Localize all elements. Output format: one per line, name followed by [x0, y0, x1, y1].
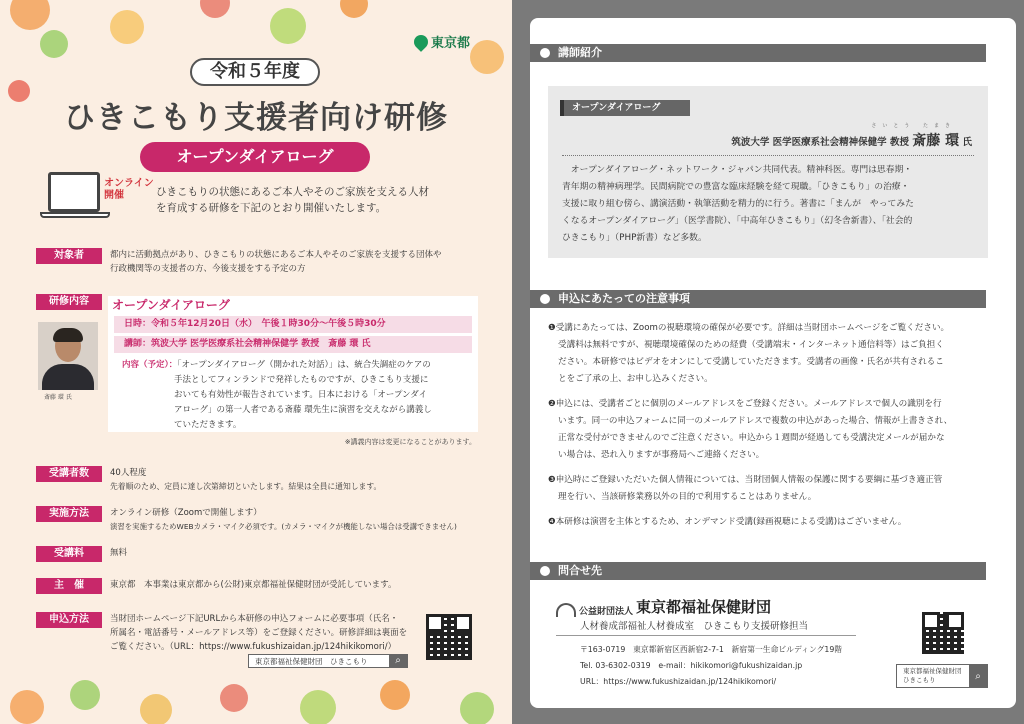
content-instructor: 講師：筑波大学 医学医療系社会精神保健学 教授 斎藤 環 氏 [114, 336, 472, 353]
laptop-icon [48, 172, 100, 212]
content-description [122, 358, 472, 433]
content-date: 日時：令和５年12月20日（水） 午後１時30分～午後５時30分 [114, 316, 472, 333]
search-box[interactable] [248, 654, 408, 668]
photo-caption: 斎藤 環 氏 [44, 394, 72, 401]
fee-value: 無料 [110, 548, 128, 558]
search-line: 東京都福祉保健財団 [903, 667, 962, 675]
leaf-decoration [140, 694, 172, 724]
apply-label: 申込方法 [36, 612, 102, 628]
leaf-decoration [220, 684, 248, 712]
capacity-value [110, 466, 381, 494]
notice-line: ❹本研修は演習を主体とするため、オンデマンド受講(録画視聴による受講)はございません。 [548, 517, 907, 527]
content-note: ※講義内容は変更になることがあります。 [344, 438, 476, 446]
description-line: ていただきます。 [174, 420, 242, 430]
leaf-decoration [300, 690, 336, 724]
notice-2 [548, 396, 986, 464]
section-contact: 問合せ先 [530, 562, 986, 580]
affiliation-text: 筑波大学 医学医療系社会精神保健学 教授 [731, 137, 909, 148]
notice-line: います。同一の申込フォームに同一のメールアドレスで複数の申込があった場合、情報が上書きされ、 [558, 416, 953, 426]
description-line: おいても有効性が報告されています。日本における「オープンダイ [174, 390, 428, 400]
capacity-label: 受講者数 [36, 466, 102, 482]
divider [562, 155, 974, 156]
qr-code[interactable] [426, 614, 472, 660]
search-box[interactable] [896, 664, 988, 688]
divider [556, 635, 856, 636]
leaf-decoration [380, 680, 410, 710]
instructor-photo [38, 322, 98, 390]
description-line: アローグ」の第一人者である斎藤 環先生に演習を交えながら講義し [174, 405, 432, 415]
bio-line: くなるオープンダイアローグ」（医学書院）、「中高年ひきこもり」（幻冬舎新書）、「社会的 [562, 216, 913, 226]
intro-line: ひきこもりの状態にあるご本人やそのご家族を支える人材 [156, 186, 429, 198]
tokyo-logo [414, 32, 470, 51]
notice-4 [548, 514, 986, 531]
leaf-decoration [470, 40, 504, 74]
fee-label: 受講料 [36, 546, 102, 562]
section-instructor: 講師紹介 [530, 44, 986, 62]
notice-1 [548, 320, 986, 388]
capacity-line: 先着順のため、定員に達し次第締切といたします。結果は全員に通知します。 [110, 482, 382, 491]
method-line: オンライン研修（Zoomで開催します） [110, 508, 262, 518]
leaf-decoration [40, 30, 68, 58]
instructor-tag: オープンダイアローグ [560, 100, 690, 116]
online-label [104, 178, 154, 202]
bio-line: 青年期の精神病理学。民間病院での豊富な臨床経験を経て現職。「ひきこもり」の治療・ [562, 182, 910, 192]
capacity-line: 40人程度 [110, 468, 147, 478]
instructor-bio [562, 162, 976, 247]
logo-text: 東京都 [430, 36, 470, 51]
method-value [110, 506, 457, 534]
contact-tel-email: Tel. 03-6302-0319 e-mail：hikikomori@fukushizaidan.jp [580, 661, 803, 670]
notice-line: ❷申込には、受講者ごとに個別のメールアドレスをご登録ください。メールアドレスで個人の識別を行 [548, 399, 942, 409]
laptop-base [40, 212, 110, 218]
method-label: 実施方法 [36, 506, 102, 522]
honorific: 氏 [962, 137, 972, 148]
leaf-decoration [460, 692, 494, 724]
bio-line: オープンダイアローグ・ネットワーク・ジャパン共同代表。精神科医。専門は思春期・ [570, 165, 913, 175]
target-line: 都内に活動拠点があり、ひきこもりの状態にあるご本人やそのご家族を支援する団体や [110, 250, 442, 260]
content-label: 研修内容 [36, 294, 102, 310]
leaf-decoration [10, 690, 44, 724]
page-title: ひきこもり支援者向け研修 [64, 100, 448, 136]
foundation-logo [556, 596, 771, 617]
notice-line: ださい。本研修ではビデオをオンにして受講していただきます。受講者の画像・氏名が共有されるこ [558, 357, 944, 367]
notice-line: ❸申込時にご登録いただいた個人情報については、当財団個人情報の保護に関する要綱に基づき適正管 [548, 475, 943, 485]
topic-badge: オープンダイアローグ [140, 142, 370, 172]
search-line: ひきこもり [903, 676, 936, 684]
notice-line: ❶受講にあたっては、Zoomの視聴環境の確保が必要です。詳細は当財団ホームページをご覧ください。 [548, 323, 950, 333]
online-line-1: オンライン [104, 178, 154, 189]
intro-line: を育成する研修を下記のとおり開催いたします。 [156, 202, 387, 214]
intro-text [156, 184, 429, 216]
photo-body [42, 364, 94, 390]
host-label: 主 催 [36, 578, 102, 594]
qr-code[interactable] [922, 612, 964, 654]
bio-line: 支援に取り組む傍ら、講演活動・執筆活動を精力的に行う。著書に「まんが やってみた [562, 199, 914, 209]
notice-line: とをご了承の上、お申し込みください。 [558, 374, 713, 384]
tokyo-leaf-icon [411, 32, 431, 52]
section-notes: 申込にあたっての注意事項 [530, 290, 986, 308]
description-label: 内容（予定）： [122, 360, 178, 370]
notice-3 [548, 472, 986, 506]
online-line-2: 開催 [104, 190, 124, 201]
apply-line: ご覧ください。（URL：https://www.fukushizaidan.jp/124hikikomori/） [110, 642, 397, 652]
notice-line: 理を行い、当該研修業務以外の目的で利用することはありません。 [558, 492, 817, 502]
instructor-affiliation [731, 123, 972, 150]
description-line: 「オープンダイアローグ（開かれた対話）」は、統合失調症のケアの [177, 360, 431, 370]
leaf-decoration [340, 0, 368, 18]
apply-line: 当財団ホームページ下記URLから本研修の申込フォームに必要事項（氏名・ [110, 614, 399, 624]
fiscal-year: 令和５年度 [190, 58, 320, 86]
content-title: オープンダイアローグ [112, 298, 230, 312]
content-box [108, 296, 478, 432]
host-value: 東京都 本事業は東京都から(公財)東京都福祉保健財団が受託しています。 [110, 580, 397, 590]
address: 〒163-0719 東京都新宿区西新宿2-7-1 新宿第一生命ビルディング19階 [580, 645, 843, 654]
search-icon[interactable]: ⌕ [389, 655, 407, 667]
search-icon[interactable]: ⌕ [969, 665, 987, 687]
name-ruby: さいとう たまき [871, 123, 956, 129]
leaf-decoration [110, 10, 144, 44]
search-text [897, 667, 969, 685]
instructor-name: 斎藤 環 [912, 133, 960, 149]
notice-line: い場合は、恐れ入りますが事務局へご連絡ください。 [558, 450, 765, 460]
apply-value [110, 612, 415, 654]
apply-line: 所属名・電話番号・メールアドレス等）をご登録ください。研修詳細は裏面を [110, 628, 408, 638]
notice-line: 受講料は無料ですが、視聴環境確保のための経費（受講端末・インターネット通信料等）はご負担く [558, 340, 944, 350]
notice-line: 正常な受付ができませんのでご注意ください。申込から１週間が経過しても受講決定メールが届かな [558, 433, 945, 443]
leaf-decoration [200, 0, 230, 18]
target-line: 行政機関等の支援者の方、今後支援をする予定の方 [110, 264, 306, 274]
org-type: 公益財団法人 [579, 607, 634, 617]
target-value [110, 248, 442, 276]
method-line: 演習を実施するためWEBカメラ・マイク必須です。(カメラ・マイクが機能しない場合は受講できません) [110, 522, 457, 531]
search-text: 東京都福祉保健財団 ひきこもり [255, 656, 368, 666]
org-name: 東京都福祉保健財団 [636, 598, 772, 616]
photo-hair [53, 328, 83, 342]
description-line: 手法としてフィンランドで発祥したものですが、ひきこもり支援に [174, 375, 429, 385]
leaf-decoration [10, 0, 50, 30]
target-label: 対象者 [36, 248, 102, 264]
contact-url[interactable]: URL：https://www.fukushizaidan.jp/124hikikomori/ [580, 677, 777, 686]
bio-line: ひきこもり」（PHP新書）など多数。 [562, 233, 707, 243]
org-department: 人材養成部福祉人材養成室 ひきこもり支援研修担当 [580, 621, 809, 632]
leaf-decoration [70, 680, 100, 710]
leaf-decoration [270, 8, 306, 44]
foundation-mark-icon [556, 603, 576, 617]
